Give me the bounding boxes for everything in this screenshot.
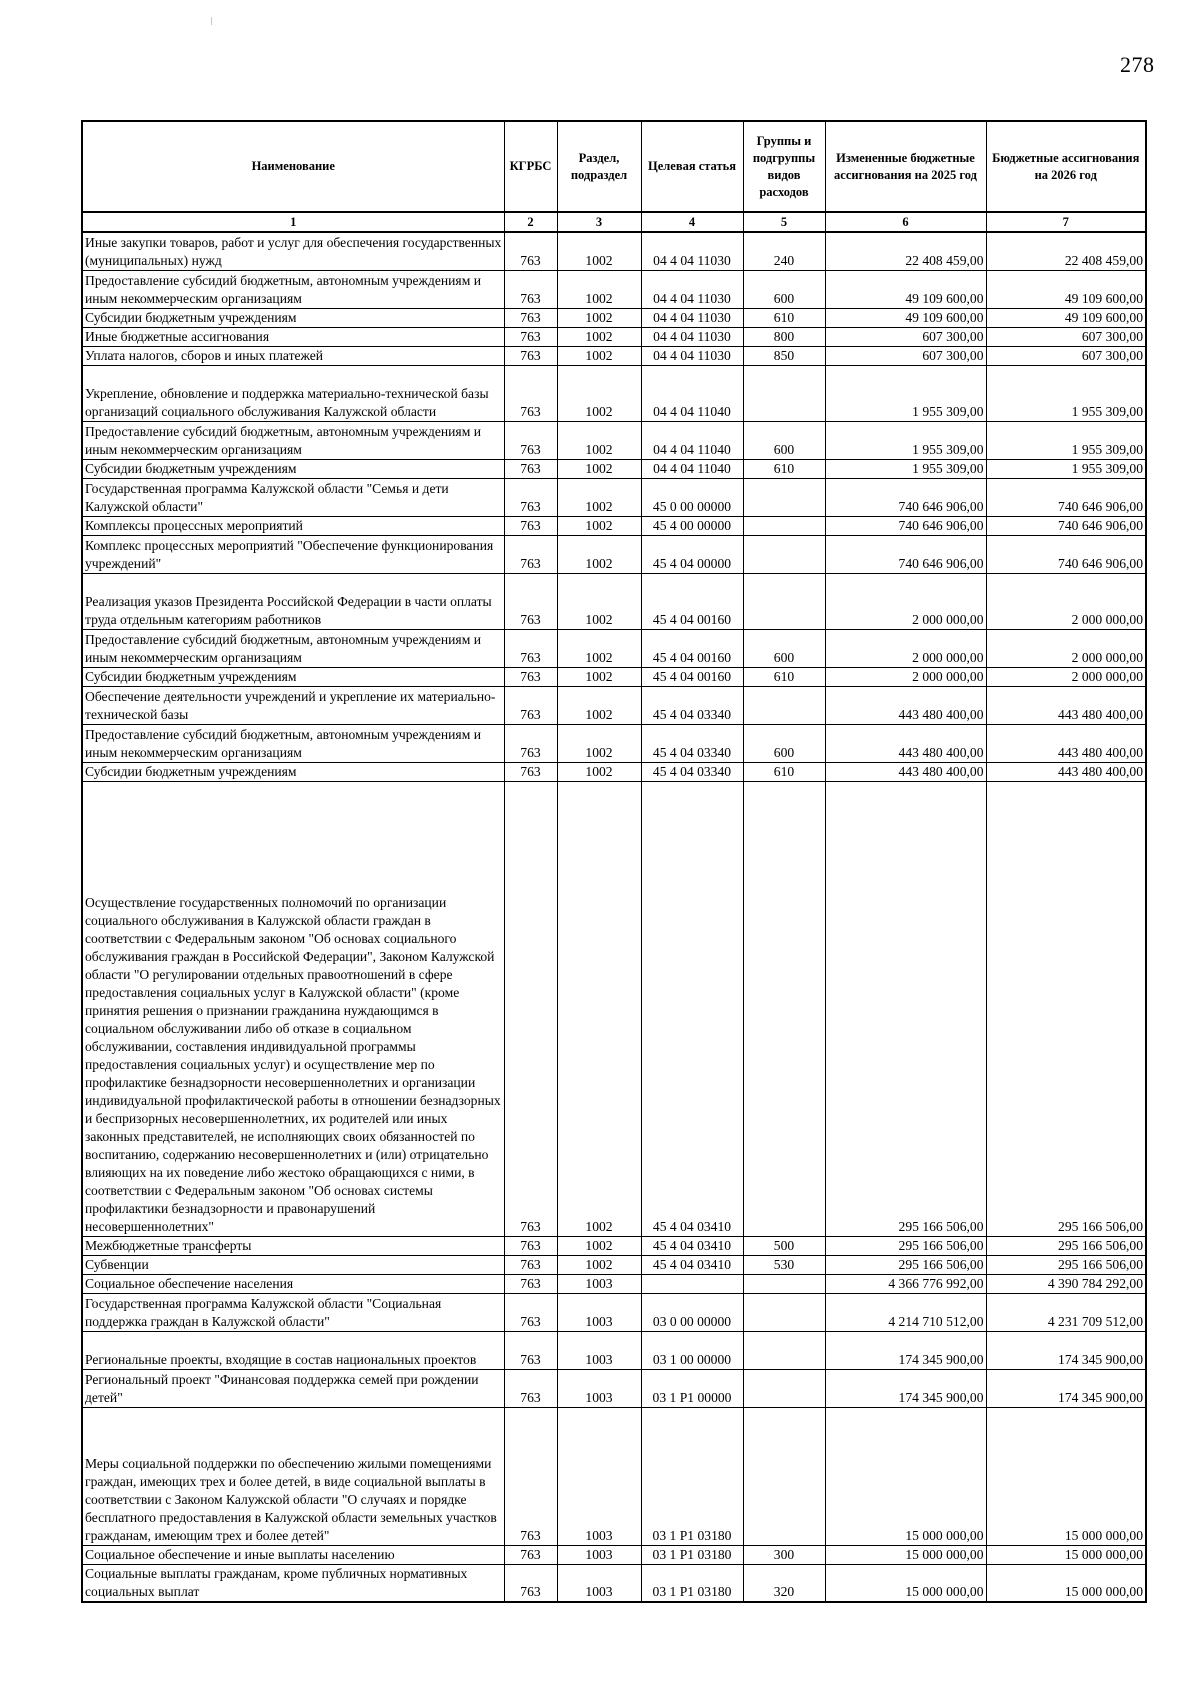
table-row [82, 232, 1146, 270]
row-section: 1002 [557, 459, 641, 478]
row-amount-2025: 1 955 309,00 [825, 459, 986, 478]
row-amount-2026: 49 109 600,00 [986, 308, 1146, 327]
row-name: Социальные выплаты гражданам, кроме публичных нормативных социальных выплат [82, 1564, 504, 1602]
row-target-article: 03 1 P1 00000 [641, 1369, 743, 1407]
row-expense-group [743, 1293, 825, 1331]
row-section: 1003 [557, 1407, 641, 1545]
column-number: 1 [82, 212, 504, 232]
row-expense-group [743, 1331, 825, 1369]
row-kgrbs: 763 [504, 421, 557, 459]
row-expense-group: 600 [743, 270, 825, 308]
table-row [82, 1331, 1146, 1369]
row-target-article: 03 1 P1 03180 [641, 1564, 743, 1602]
row-amount-2025: 740 646 906,00 [825, 535, 986, 573]
row-amount-2025: 15 000 000,00 [825, 1564, 986, 1602]
row-kgrbs: 763 [504, 535, 557, 573]
row-target-article: 03 0 00 00000 [641, 1293, 743, 1331]
row-section: 1003 [557, 1293, 641, 1331]
row-kgrbs: 763 [504, 346, 557, 365]
row-section: 1002 [557, 308, 641, 327]
row-section: 1002 [557, 232, 641, 270]
row-kgrbs: 763 [504, 459, 557, 478]
row-amount-2025: 2 000 000,00 [825, 667, 986, 686]
row-amount-2025: 1 955 309,00 [825, 365, 986, 421]
table-row [82, 308, 1146, 327]
row-amount-2026: 49 109 600,00 [986, 270, 1146, 308]
table-row [82, 535, 1146, 573]
table-row [82, 686, 1146, 724]
row-amount-2025: 443 480 400,00 [825, 762, 986, 781]
row-expense-group: 610 [743, 667, 825, 686]
row-section: 1002 [557, 667, 641, 686]
row-section: 1003 [557, 1274, 641, 1293]
row-amount-2026: 174 345 900,00 [986, 1331, 1146, 1369]
row-amount-2025: 174 345 900,00 [825, 1331, 986, 1369]
row-amount-2026: 2 000 000,00 [986, 573, 1146, 629]
row-expense-group [743, 516, 825, 535]
row-amount-2026: 740 646 906,00 [986, 478, 1146, 516]
table-row [82, 781, 1146, 1236]
table-row [82, 365, 1146, 421]
row-kgrbs: 763 [504, 573, 557, 629]
header-section: Раздел, подраздел [557, 121, 641, 212]
row-expense-group: 850 [743, 346, 825, 365]
row-name: Субсидии бюджетным учреждениям [82, 667, 504, 686]
table-row [82, 1545, 1146, 1564]
row-name: Социальное обеспечение и иные выплаты населению [82, 1545, 504, 1564]
row-amount-2025: 607 300,00 [825, 346, 986, 365]
row-name: Предоставление субсидий бюджетным, автономным учреждениям и иным некоммерческим организациям [82, 629, 504, 667]
row-kgrbs: 763 [504, 1564, 557, 1602]
row-section: 1002 [557, 421, 641, 459]
row-kgrbs: 763 [504, 1274, 557, 1293]
header-expense-group: Группы и подгруппы видов расходов [743, 121, 825, 212]
row-name: Субвенции [82, 1255, 504, 1274]
row-name: Комплекс процессных мероприятий "Обеспечение функционирования учреждений" [82, 535, 504, 573]
row-target-article: 04 4 04 11030 [641, 270, 743, 308]
row-amount-2026: 174 345 900,00 [986, 1369, 1146, 1407]
row-amount-2026: 2 000 000,00 [986, 629, 1146, 667]
row-target-article: 04 4 04 11040 [641, 365, 743, 421]
row-target-article: 45 4 04 00160 [641, 573, 743, 629]
row-section: 1003 [557, 1331, 641, 1369]
row-amount-2025: 49 109 600,00 [825, 308, 986, 327]
row-expense-group: 240 [743, 232, 825, 270]
column-number: 2 [504, 212, 557, 232]
row-target-article: 03 1 P1 03180 [641, 1545, 743, 1564]
scan-artifact [211, 17, 212, 25]
row-kgrbs: 763 [504, 270, 557, 308]
row-target-article: 45 4 04 03410 [641, 781, 743, 1236]
row-section: 1002 [557, 365, 641, 421]
row-amount-2026: 607 300,00 [986, 346, 1146, 365]
row-target-article: 45 0 00 00000 [641, 478, 743, 516]
table-row [82, 762, 1146, 781]
row-amount-2025: 4 214 710 512,00 [825, 1293, 986, 1331]
budget-table [81, 120, 1147, 1603]
row-kgrbs: 763 [504, 365, 557, 421]
row-amount-2026: 740 646 906,00 [986, 535, 1146, 573]
row-amount-2026: 295 166 506,00 [986, 781, 1146, 1236]
row-target-article: 04 4 04 11030 [641, 232, 743, 270]
row-expense-group: 610 [743, 459, 825, 478]
row-kgrbs: 763 [504, 686, 557, 724]
table-row [82, 1236, 1146, 1255]
row-amount-2025: 295 166 506,00 [825, 1255, 986, 1274]
row-amount-2025: 1 955 309,00 [825, 421, 986, 459]
column-number: 6 [825, 212, 986, 232]
row-amount-2026: 443 480 400,00 [986, 724, 1146, 762]
row-amount-2025: 49 109 600,00 [825, 270, 986, 308]
row-name: Комплексы процессных мероприятий [82, 516, 504, 535]
row-target-article: 45 4 04 00160 [641, 667, 743, 686]
row-amount-2025: 740 646 906,00 [825, 516, 986, 535]
row-expense-group: 600 [743, 629, 825, 667]
row-expense-group: 600 [743, 724, 825, 762]
row-kgrbs: 763 [504, 1545, 557, 1564]
row-target-article: 03 1 P1 03180 [641, 1407, 743, 1545]
table-row [82, 1369, 1146, 1407]
table-row [82, 724, 1146, 762]
row-target-article: 45 4 04 03340 [641, 762, 743, 781]
row-amount-2026: 1 955 309,00 [986, 421, 1146, 459]
row-expense-group: 600 [743, 421, 825, 459]
header-target-article: Целевая статья [641, 121, 743, 212]
column-number-row [82, 212, 1146, 232]
row-amount-2026: 2 000 000,00 [986, 667, 1146, 686]
row-amount-2025: 443 480 400,00 [825, 686, 986, 724]
row-name: Меры социальной поддержки по обеспечению жилыми помещениями граждан, имеющих трех и более детей, в виде социальной выплаты в соответствии с Законом Калужской области "О случаях и порядке бесплатного предоставления в Калужской области земельных участков гражданам, имеющим трех и более детей" [82, 1407, 504, 1545]
row-expense-group [743, 686, 825, 724]
column-number: 7 [986, 212, 1146, 232]
row-expense-group [743, 573, 825, 629]
row-name: Осуществление государственных полномочий по организации социального обслуживания в Калужской области граждан в соответствии с Федеральным законом "Об основах социального обслуживания граждан в Российской Федерации", Законом Калужской области "О регулировании отдельных правоотношений в сфере предоставления социальных услуг в Калужской области" (кроме принятия решения о признании гражданина нуждающимся в социальном обслуживании либо об отказе в социальном обслуживании, составления индивидуальной программы предоставления социальных услуг) и осуществление мер по профилактике безнадзорности несовершеннолетних и организации индивидуальной профилактической работы в отношении безнадзорных и беспризорных несовершеннолетних, их родителей или иных законных представителей, не исполняющих своих обязанностей по воспитанию, содержанию несовершеннолетних и (или) отрицательно влияющих на их поведение либо жестоко обращающихся с ними, в соответствии с Федеральным законом "Об основах системы профилактики безнадзорности и правонарушений несовершеннолетних" [82, 781, 504, 1236]
row-kgrbs: 763 [504, 478, 557, 516]
row-amount-2025: 4 366 776 992,00 [825, 1274, 986, 1293]
row-kgrbs: 763 [504, 629, 557, 667]
row-name: Иные бюджетные ассигнования [82, 327, 504, 346]
row-section: 1002 [557, 535, 641, 573]
row-name: Предоставление субсидий бюджетным, автономным учреждениям и иным некоммерческим организациям [82, 270, 504, 308]
row-kgrbs: 763 [504, 762, 557, 781]
row-section: 1002 [557, 1236, 641, 1255]
row-amount-2026: 4 390 784 292,00 [986, 1274, 1146, 1293]
row-amount-2026: 4 231 709 512,00 [986, 1293, 1146, 1331]
row-name: Укрепление, обновление и поддержка материально-технической базы организаций социального обслуживания Калужской области [82, 365, 504, 421]
row-amount-2026: 15 000 000,00 [986, 1407, 1146, 1545]
row-expense-group [743, 781, 825, 1236]
row-amount-2026: 15 000 000,00 [986, 1564, 1146, 1602]
row-amount-2026: 443 480 400,00 [986, 686, 1146, 724]
row-name: Межбюджетные трансферты [82, 1236, 504, 1255]
row-kgrbs: 763 [504, 667, 557, 686]
table-row [82, 459, 1146, 478]
header-2025: Измененные бюджетные ассигнования на 2025 год [825, 121, 986, 212]
page-number: 278 [1120, 52, 1155, 77]
row-name: Уплата налогов, сборов и иных платежей [82, 346, 504, 365]
row-name: Обеспечение деятельности учреждений и укрепление их материально-технической базы [82, 686, 504, 724]
row-amount-2026: 607 300,00 [986, 327, 1146, 346]
row-kgrbs: 763 [504, 327, 557, 346]
row-amount-2025: 607 300,00 [825, 327, 986, 346]
table-row [82, 629, 1146, 667]
row-name: Социальное обеспечение населения [82, 1274, 504, 1293]
row-target-article: 45 4 04 03340 [641, 686, 743, 724]
row-expense-group: 530 [743, 1255, 825, 1274]
row-amount-2025: 295 166 506,00 [825, 1236, 986, 1255]
row-amount-2025: 740 646 906,00 [825, 478, 986, 516]
row-section: 1003 [557, 1564, 641, 1602]
row-amount-2026: 15 000 000,00 [986, 1545, 1146, 1564]
row-kgrbs: 763 [504, 1369, 557, 1407]
row-kgrbs: 763 [504, 308, 557, 327]
row-section: 1002 [557, 686, 641, 724]
row-target-article: 03 1 00 00000 [641, 1331, 743, 1369]
row-amount-2026: 295 166 506,00 [986, 1236, 1146, 1255]
row-name: Государственная программа Калужской области "Социальная поддержка граждан в Калужской области" [82, 1293, 504, 1331]
row-amount-2026: 740 646 906,00 [986, 516, 1146, 535]
row-name: Предоставление субсидий бюджетным, автономным учреждениям и иным некоммерческим организациям [82, 421, 504, 459]
row-name: Реализация указов Президента Российской Федерации в части оплаты труда отдельным категориям работников [82, 573, 504, 629]
table-row [82, 421, 1146, 459]
table-row [82, 327, 1146, 346]
table-row [82, 270, 1146, 308]
row-section: 1002 [557, 573, 641, 629]
table-row [82, 1255, 1146, 1274]
row-kgrbs: 763 [504, 516, 557, 535]
row-kgrbs: 763 [504, 1255, 557, 1274]
table-row [82, 1407, 1146, 1545]
row-kgrbs: 763 [504, 1236, 557, 1255]
row-expense-group [743, 365, 825, 421]
row-expense-group [743, 1369, 825, 1407]
row-amount-2025: 15 000 000,00 [825, 1545, 986, 1564]
row-name: Иные закупки товаров, работ и услуг для обеспечения государственных (муниципальных) нужд [82, 232, 504, 270]
row-target-article [641, 1274, 743, 1293]
row-expense-group: 800 [743, 327, 825, 346]
row-name: Субсидии бюджетным учреждениям [82, 459, 504, 478]
row-section: 1002 [557, 516, 641, 535]
row-section: 1002 [557, 781, 641, 1236]
table-row [82, 1274, 1146, 1293]
row-kgrbs: 763 [504, 724, 557, 762]
row-target-article: 04 4 04 11030 [641, 346, 743, 365]
row-expense-group: 320 [743, 1564, 825, 1602]
header-row [82, 121, 1146, 212]
row-amount-2025: 174 345 900,00 [825, 1369, 986, 1407]
row-kgrbs: 763 [504, 1407, 557, 1545]
row-name: Субсидии бюджетным учреждениям [82, 308, 504, 327]
row-amount-2026: 1 955 309,00 [986, 365, 1146, 421]
table-row [82, 1564, 1146, 1602]
row-amount-2025: 443 480 400,00 [825, 724, 986, 762]
row-amount-2025: 22 408 459,00 [825, 232, 986, 270]
column-number: 5 [743, 212, 825, 232]
row-amount-2026: 295 166 506,00 [986, 1255, 1146, 1274]
header-2026: Бюджетные ассигнования на 2026 год [986, 121, 1146, 212]
column-number: 3 [557, 212, 641, 232]
header-name: Наименование [82, 121, 504, 212]
row-target-article: 45 4 04 00160 [641, 629, 743, 667]
table-row [82, 573, 1146, 629]
row-section: 1002 [557, 270, 641, 308]
table-row [82, 346, 1146, 365]
table-body [82, 232, 1146, 1602]
row-kgrbs: 763 [504, 1331, 557, 1369]
row-section: 1002 [557, 327, 641, 346]
header-kgrbs: КГРБС [504, 121, 557, 212]
row-target-article: 04 4 04 11030 [641, 308, 743, 327]
row-expense-group [743, 1274, 825, 1293]
table-row [82, 478, 1146, 516]
row-section: 1002 [557, 346, 641, 365]
row-target-article: 45 4 04 03340 [641, 724, 743, 762]
row-section: 1003 [557, 1545, 641, 1564]
row-name: Субсидии бюджетным учреждениям [82, 762, 504, 781]
row-amount-2026: 1 955 309,00 [986, 459, 1146, 478]
row-target-article: 45 4 04 00000 [641, 535, 743, 573]
row-expense-group: 610 [743, 308, 825, 327]
row-target-article: 04 4 04 11040 [641, 459, 743, 478]
row-section: 1002 [557, 629, 641, 667]
row-section: 1002 [557, 478, 641, 516]
row-section: 1002 [557, 724, 641, 762]
row-target-article: 04 4 04 11040 [641, 421, 743, 459]
row-target-article: 04 4 04 11030 [641, 327, 743, 346]
row-section: 1002 [557, 1255, 641, 1274]
row-kgrbs: 763 [504, 781, 557, 1236]
row-target-article: 45 4 04 03410 [641, 1255, 743, 1274]
row-amount-2025: 2 000 000,00 [825, 573, 986, 629]
table-row [82, 516, 1146, 535]
row-section: 1002 [557, 762, 641, 781]
row-amount-2025: 2 000 000,00 [825, 629, 986, 667]
row-amount-2025: 15 000 000,00 [825, 1407, 986, 1545]
table-row [82, 1293, 1146, 1331]
column-number: 4 [641, 212, 743, 232]
row-expense-group: 500 [743, 1236, 825, 1255]
row-name: Региональные проекты, входящие в состав национальных проектов [82, 1331, 504, 1369]
row-name: Региональный проект "Финансовая поддержка семей при рождении детей" [82, 1369, 504, 1407]
row-name: Предоставление субсидий бюджетным, автономным учреждениям и иным некоммерческим организациям [82, 724, 504, 762]
row-kgrbs: 763 [504, 1293, 557, 1331]
row-amount-2025: 295 166 506,00 [825, 781, 986, 1236]
row-expense-group [743, 535, 825, 573]
row-amount-2026: 443 480 400,00 [986, 762, 1146, 781]
row-expense-group [743, 1407, 825, 1545]
row-expense-group: 610 [743, 762, 825, 781]
row-expense-group: 300 [743, 1545, 825, 1564]
table-row [82, 667, 1146, 686]
row-expense-group [743, 478, 825, 516]
row-amount-2026: 22 408 459,00 [986, 232, 1146, 270]
row-target-article: 45 4 04 03410 [641, 1236, 743, 1255]
row-target-article: 45 4 00 00000 [641, 516, 743, 535]
row-kgrbs: 763 [504, 232, 557, 270]
row-name: Государственная программа Калужской области "Семья и дети Калужской области" [82, 478, 504, 516]
row-section: 1003 [557, 1369, 641, 1407]
